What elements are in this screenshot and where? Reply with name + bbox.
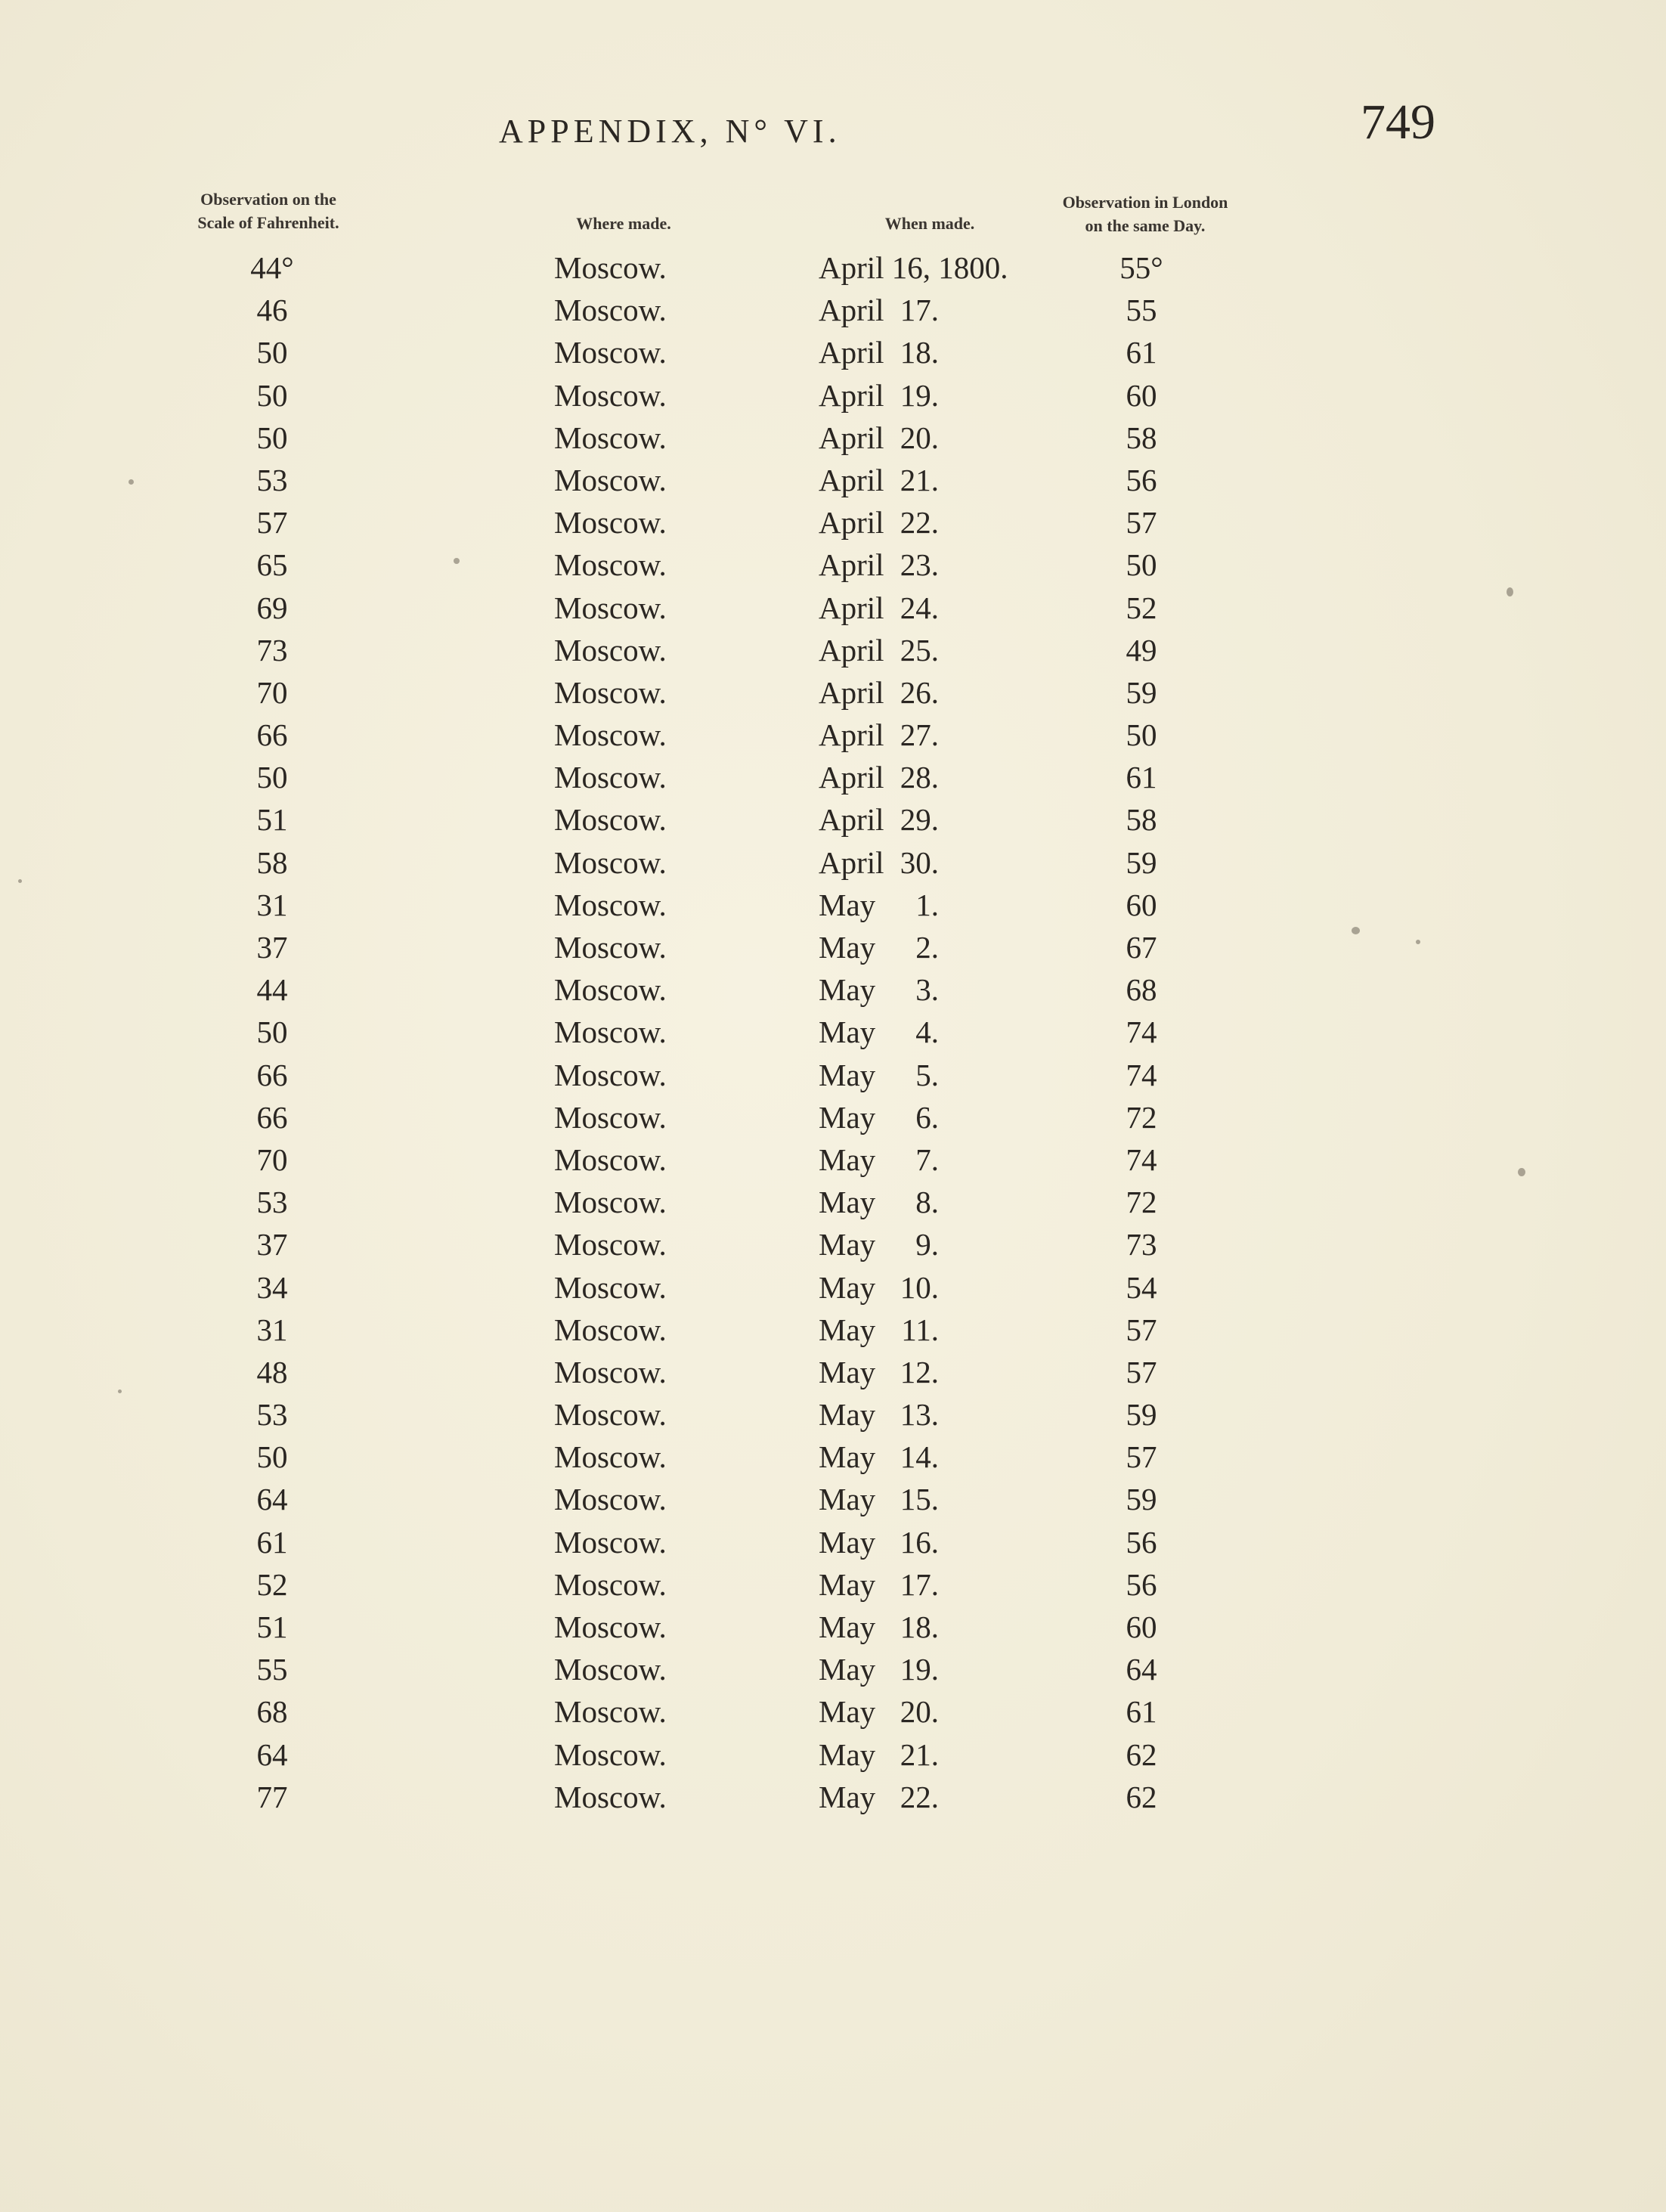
place-value: Moscow.: [554, 1397, 667, 1433]
table-row: [0, 801, 1666, 844]
day-value: 1.: [915, 887, 939, 922]
month-value: April: [819, 377, 884, 413]
day-value: 26.: [900, 674, 939, 710]
place-value: Moscow.: [554, 420, 667, 455]
place-value: Moscow.: [554, 250, 667, 285]
table-row: [0, 971, 1666, 1014]
month-value: April: [819, 844, 884, 880]
table-row: [0, 1057, 1666, 1099]
month-value: May: [819, 1736, 876, 1772]
month-value: May: [819, 1269, 876, 1305]
place-value: Moscow.: [554, 1354, 667, 1389]
fahrenheit-value: 64: [256, 1482, 288, 1517]
paper-speck: [454, 558, 460, 564]
column-header-london: [1036, 191, 1255, 237]
page-number: 749: [1361, 94, 1435, 150]
london-value: 60: [1126, 887, 1157, 922]
day-value: 25.: [900, 632, 939, 668]
month-value: May: [819, 1482, 876, 1517]
table-row: [0, 632, 1666, 674]
day-value: 10.: [900, 1269, 939, 1305]
fahrenheit-value: 37: [256, 930, 288, 965]
place-value: Moscow.: [554, 887, 667, 922]
month-value: May: [819, 930, 876, 965]
fahrenheit-value: 66: [256, 1099, 288, 1135]
fahrenheit-value: 48: [256, 1354, 288, 1389]
table-row: [0, 590, 1666, 632]
day-value: 16.: [900, 1524, 939, 1560]
place-value: Moscow.: [554, 590, 667, 625]
paper-speck: [1507, 587, 1513, 596]
day-value: 22.: [900, 1779, 939, 1814]
place-value: Moscow.: [554, 505, 667, 541]
table-row: [0, 1269, 1666, 1312]
day-value: 19.: [900, 377, 939, 413]
table-row: [0, 1014, 1666, 1056]
fahrenheit-value: 77: [256, 1779, 288, 1814]
day-value: 21.: [900, 1736, 939, 1772]
london-value: 56: [1126, 1566, 1157, 1602]
day-value: 30.: [900, 844, 939, 880]
place-value: Moscow.: [554, 1736, 667, 1772]
fahrenheit-value: 66: [256, 717, 288, 753]
london-value: 57: [1126, 1439, 1157, 1475]
month-value: May: [819, 1439, 876, 1475]
table-row: [0, 1099, 1666, 1142]
column-header-when: When made.: [884, 214, 975, 233]
place-value: Moscow.: [554, 1142, 667, 1177]
place-value: Moscow.: [554, 802, 667, 838]
column-header-london-line1: Observation in London: [1062, 193, 1228, 212]
fahrenheit-value: 34: [256, 1269, 288, 1305]
day-value: 14.: [900, 1439, 939, 1475]
place-value: Moscow.: [554, 1015, 667, 1050]
month-value: April: [819, 674, 884, 710]
table-row: [0, 1226, 1666, 1269]
day-value: 27.: [900, 717, 939, 753]
fahrenheit-value: 37: [256, 1227, 288, 1262]
table-row: [0, 1481, 1666, 1523]
month-value: May: [819, 1609, 876, 1644]
fahrenheit-value: 69: [256, 590, 288, 625]
table-row: [0, 1184, 1666, 1226]
place-value: Moscow.: [554, 1099, 667, 1135]
observation-table: [0, 249, 1666, 1821]
place-value: Moscow.: [554, 760, 667, 795]
paper-speck: [18, 879, 22, 883]
london-value: 55°: [1119, 250, 1163, 285]
london-value: 68: [1126, 972, 1157, 1008]
place-value: Moscow.: [554, 632, 667, 668]
month-value: April: [819, 590, 884, 625]
place-value: Moscow.: [554, 1269, 667, 1305]
fahrenheit-value: 53: [256, 1397, 288, 1433]
month-value: April: [819, 547, 884, 583]
month-value: May: [819, 1397, 876, 1433]
london-value: 61: [1126, 760, 1157, 795]
london-value: 56: [1126, 1524, 1157, 1560]
month-value: April: [819, 802, 884, 838]
london-value: 57: [1126, 505, 1157, 541]
fahrenheit-value: 57: [256, 505, 288, 541]
place-value: Moscow.: [554, 1185, 667, 1220]
london-value: 73: [1126, 1227, 1157, 1262]
table-row: [0, 1396, 1666, 1439]
fahrenheit-value: 58: [256, 844, 288, 880]
month-value: April: [819, 505, 884, 541]
place-value: Moscow.: [554, 335, 667, 370]
fahrenheit-value: 53: [256, 462, 288, 497]
fahrenheit-value: 70: [256, 1142, 288, 1177]
place-value: Moscow.: [554, 1482, 667, 1517]
place-value: Moscow.: [554, 674, 667, 710]
table-row: [0, 1524, 1666, 1566]
paper-speck: [118, 1389, 122, 1393]
london-value: 50: [1126, 547, 1157, 583]
place-value: Moscow.: [554, 377, 667, 413]
month-value: April: [819, 632, 884, 668]
table-row: [0, 547, 1666, 589]
london-value: 74: [1126, 1015, 1157, 1050]
place-value: Moscow.: [554, 930, 667, 965]
day-value: 29.: [900, 802, 939, 838]
place-value: Moscow.: [554, 717, 667, 753]
london-value: 59: [1126, 674, 1157, 710]
london-value: 72: [1126, 1099, 1157, 1135]
fahrenheit-value: 64: [256, 1736, 288, 1772]
place-value: Moscow.: [554, 1227, 667, 1262]
london-value: 74: [1126, 1057, 1157, 1092]
day-value: 20.: [900, 420, 939, 455]
day-value: 15.: [900, 1482, 939, 1517]
london-value: 64: [1126, 1652, 1157, 1687]
column-header-london-line2: on the same Day.: [1085, 216, 1206, 235]
london-value: 58: [1126, 420, 1157, 455]
date-value: April 16, 1800.: [819, 250, 1008, 285]
table-row: [0, 377, 1666, 420]
month-value: May: [819, 1779, 876, 1814]
month-value: May: [819, 887, 876, 922]
fahrenheit-value: 70: [256, 674, 288, 710]
fahrenheit-value: 50: [256, 1015, 288, 1050]
column-header-where: Where made.: [576, 214, 671, 233]
london-value: 72: [1126, 1185, 1157, 1220]
london-value: 62: [1126, 1736, 1157, 1772]
day-value: 8.: [915, 1185, 939, 1220]
fahrenheit-value: 51: [256, 1609, 288, 1644]
day-value: 4.: [915, 1015, 939, 1050]
month-value: May: [819, 1142, 876, 1177]
day-value: 24.: [900, 590, 939, 625]
table-row: [0, 1354, 1666, 1396]
month-value: April: [819, 462, 884, 497]
london-value: 59: [1126, 1482, 1157, 1517]
column-header-fahrenheit-line2: Scale of Fahrenheit.: [197, 213, 339, 232]
month-value: May: [819, 1015, 876, 1050]
london-value: 56: [1126, 462, 1157, 497]
fahrenheit-value: 52: [256, 1566, 288, 1602]
table-row: [0, 504, 1666, 547]
paper-speck: [1416, 940, 1420, 944]
fahrenheit-value: 44: [256, 972, 288, 1008]
month-value: May: [819, 1566, 876, 1602]
month-value: May: [819, 1354, 876, 1389]
day-value: 5.: [915, 1057, 939, 1092]
table-row: [0, 1312, 1666, 1354]
place-value: Moscow.: [554, 1609, 667, 1644]
day-value: 6.: [915, 1099, 939, 1135]
day-value: 7.: [915, 1142, 939, 1177]
fahrenheit-value: 50: [256, 377, 288, 413]
place-value: Moscow.: [554, 1312, 667, 1347]
place-value: Moscow.: [554, 844, 667, 880]
fahrenheit-value: 31: [256, 1312, 288, 1347]
london-value: 58: [1126, 802, 1157, 838]
month-value: May: [819, 1694, 876, 1730]
day-value: 12.: [900, 1354, 939, 1389]
place-value: Moscow.: [554, 293, 667, 328]
column-header-fahrenheit: [174, 187, 363, 234]
day-value: 19.: [900, 1652, 939, 1687]
table-row: [0, 1609, 1666, 1651]
month-value: May: [819, 1227, 876, 1262]
london-value: 49: [1126, 632, 1157, 668]
paper-speck: [1352, 927, 1360, 934]
table-row: [0, 292, 1666, 334]
month-value: May: [819, 1524, 876, 1560]
day-value: 18.: [900, 1609, 939, 1644]
london-value: 61: [1126, 1694, 1157, 1730]
table-row: [0, 929, 1666, 971]
place-value: Moscow.: [554, 1566, 667, 1602]
table-row: [0, 420, 1666, 462]
fahrenheit-value: 55: [256, 1652, 288, 1687]
table-row: [0, 462, 1666, 504]
month-value: April: [819, 420, 884, 455]
day-value: 18.: [900, 335, 939, 370]
london-value: 57: [1126, 1312, 1157, 1347]
fahrenheit-value: 50: [256, 1439, 288, 1475]
london-value: 74: [1126, 1142, 1157, 1177]
london-value: 54: [1126, 1269, 1157, 1305]
month-value: May: [819, 1099, 876, 1135]
fahrenheit-value: 50: [256, 420, 288, 455]
day-value: 28.: [900, 760, 939, 795]
table-row: [0, 249, 1666, 292]
day-value: 3.: [915, 972, 939, 1008]
place-value: Moscow.: [554, 1057, 667, 1092]
day-value: 23.: [900, 547, 939, 583]
month-value: April: [819, 717, 884, 753]
month-value: May: [819, 1057, 876, 1092]
day-value: 11.: [901, 1312, 939, 1347]
day-value: 22.: [900, 505, 939, 541]
table-row: [0, 1736, 1666, 1779]
table-row: [0, 717, 1666, 759]
day-value: 13.: [900, 1397, 939, 1433]
place-value: Moscow.: [554, 547, 667, 583]
table-row: [0, 1693, 1666, 1736]
day-value: 21.: [900, 462, 939, 497]
fahrenheit-value: 66: [256, 1057, 288, 1092]
table-row: [0, 844, 1666, 887]
day-value: 20.: [900, 1694, 939, 1730]
day-value: 17.: [900, 1566, 939, 1602]
table-row: [0, 759, 1666, 801]
place-value: Moscow.: [554, 972, 667, 1008]
fahrenheit-value: 50: [256, 760, 288, 795]
month-value: May: [819, 1652, 876, 1687]
london-value: 55: [1126, 293, 1157, 328]
fahrenheit-value: 53: [256, 1185, 288, 1220]
london-value: 67: [1126, 930, 1157, 965]
table-row: [0, 1566, 1666, 1609]
fahrenheit-value: 44°: [250, 250, 294, 285]
month-value: April: [819, 335, 884, 370]
month-value: May: [819, 972, 876, 1008]
place-value: Moscow.: [554, 1694, 667, 1730]
fahrenheit-value: 46: [256, 293, 288, 328]
fahrenheit-value: 61: [256, 1524, 288, 1560]
london-value: 59: [1126, 1397, 1157, 1433]
fahrenheit-value: 31: [256, 887, 288, 922]
london-value: 50: [1126, 717, 1157, 753]
column-header-fahrenheit-line1: Observation on the: [200, 190, 336, 209]
table-row: [0, 1142, 1666, 1184]
london-value: 52: [1126, 590, 1157, 625]
fahrenheit-value: 73: [256, 632, 288, 668]
day-value: 2.: [915, 930, 939, 965]
place-value: Moscow.: [554, 1524, 667, 1560]
fahrenheit-value: 50: [256, 335, 288, 370]
month-value: April: [819, 760, 884, 795]
fahrenheit-value: 65: [256, 547, 288, 583]
london-value: 61: [1126, 335, 1157, 370]
table-row: [0, 674, 1666, 717]
paper-speck: [1518, 1168, 1525, 1176]
day-value: 17.: [900, 293, 939, 328]
table-row: [0, 1439, 1666, 1481]
london-value: 62: [1126, 1779, 1157, 1814]
table-row: [0, 887, 1666, 929]
london-value: 60: [1126, 1609, 1157, 1644]
paper-speck: [129, 479, 134, 485]
place-value: Moscow.: [554, 1779, 667, 1814]
place-value: Moscow.: [554, 462, 667, 497]
table-row: [0, 334, 1666, 376]
london-value: 59: [1126, 844, 1157, 880]
day-value: 9.: [915, 1227, 939, 1262]
month-value: April: [819, 293, 884, 328]
london-value: 57: [1126, 1354, 1157, 1389]
fahrenheit-value: 68: [256, 1694, 288, 1730]
london-value: 60: [1126, 377, 1157, 413]
running-head: APPENDIX, N° VI.: [499, 113, 841, 150]
table-row: [0, 1651, 1666, 1693]
month-value: May: [819, 1312, 876, 1347]
table-row: [0, 1779, 1666, 1821]
place-value: Moscow.: [554, 1439, 667, 1475]
place-value: Moscow.: [554, 1652, 667, 1687]
month-value: May: [819, 1185, 876, 1220]
fahrenheit-value: 51: [256, 802, 288, 838]
